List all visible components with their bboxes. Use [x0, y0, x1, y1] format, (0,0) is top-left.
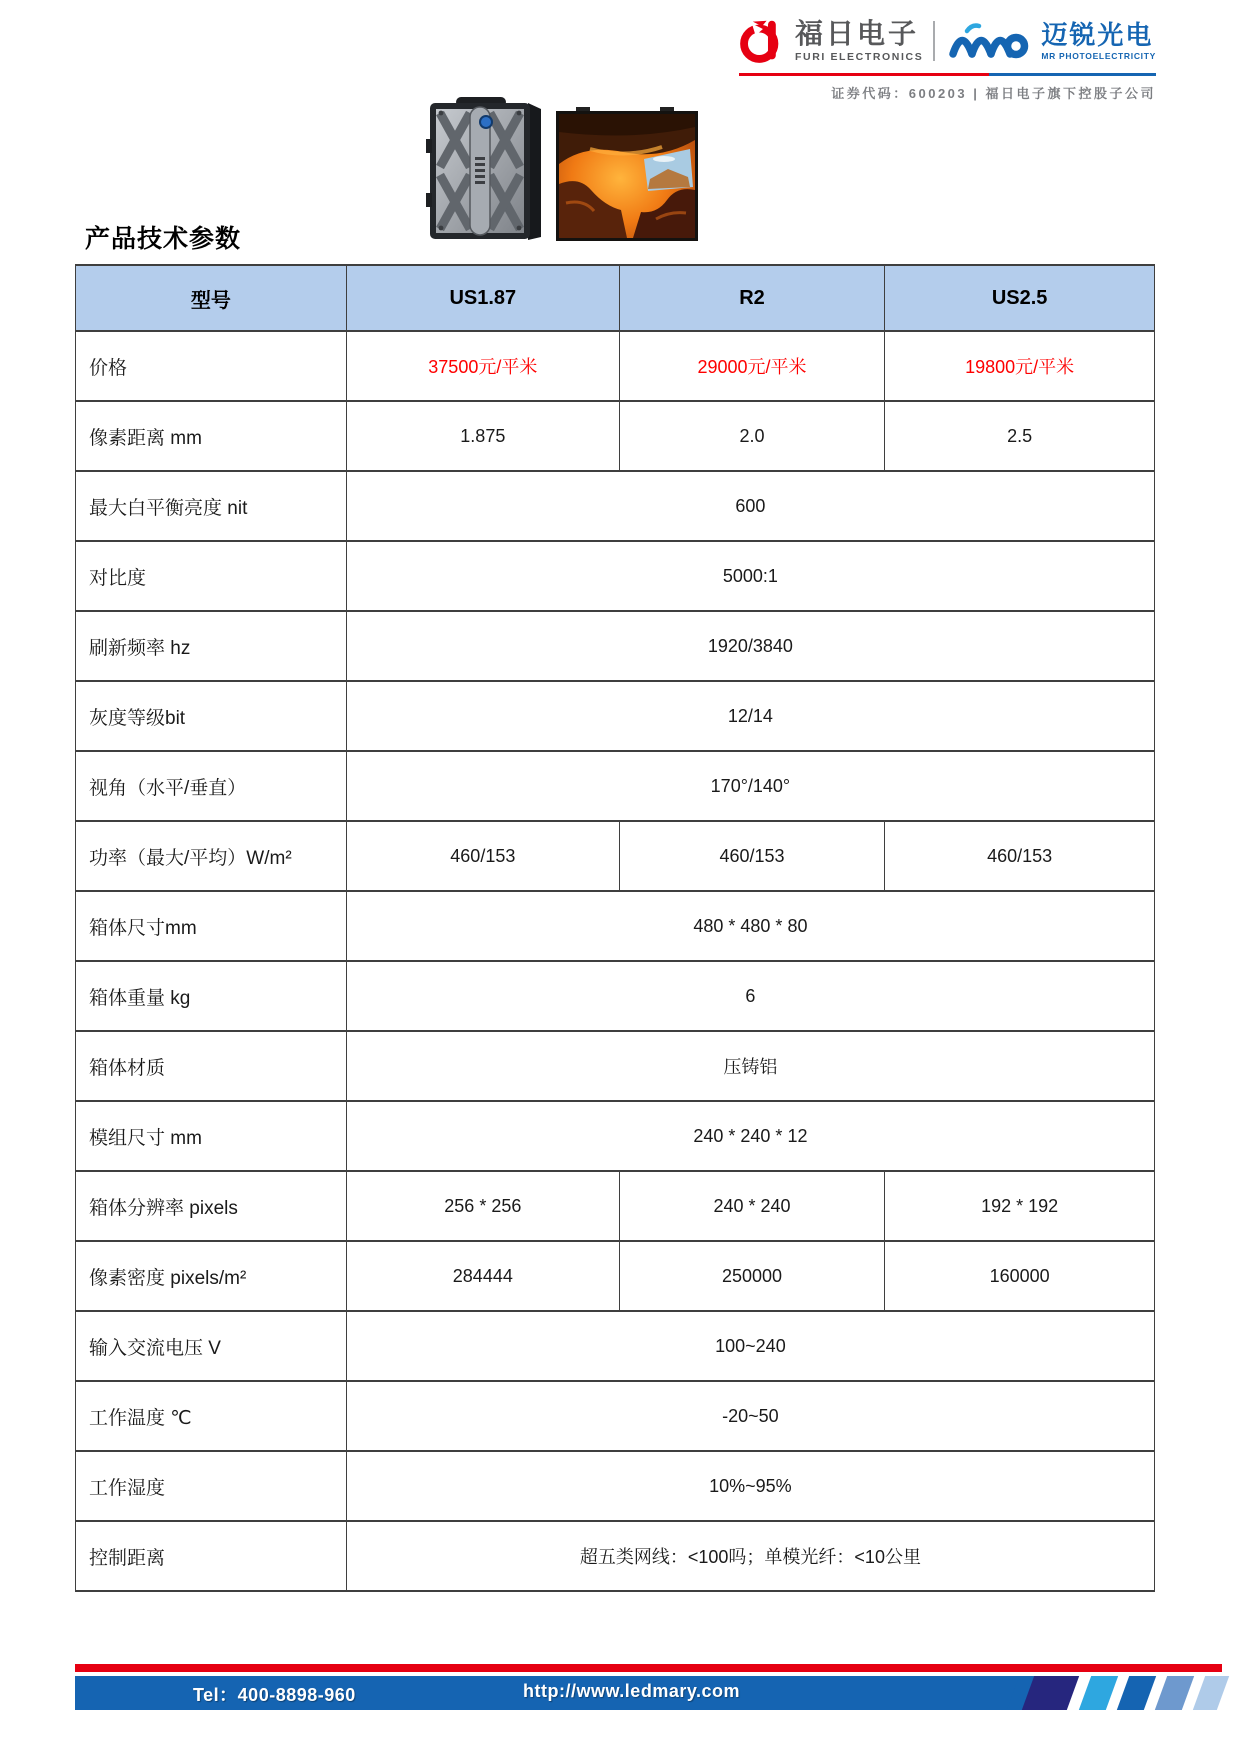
row-merged-value-cell: 170°/140° [346, 751, 1154, 821]
row-value-cell: 192 * 192 [885, 1171, 1155, 1241]
product-images [424, 95, 698, 243]
footer-stripe-sky [1079, 1676, 1118, 1710]
table-row [76, 611, 1155, 681]
row-value-cell: 29000元/平米 [619, 331, 884, 401]
row-label-cell: 工作湿度 [76, 1451, 347, 1521]
led-cabinet-photo [424, 95, 546, 243]
line-red-segment [739, 73, 989, 76]
row-label-cell: 箱体分辨率 pixels [76, 1171, 347, 1241]
row-label-cell: 最大白平衡亮度 nit [76, 471, 347, 541]
row-label-cell: 功率（最大/平均）W/m² [76, 821, 347, 891]
row-label-cell: 对比度 [76, 541, 347, 611]
col-header-us187: US1.87 [346, 265, 619, 331]
row-value-cell: 1.875 [346, 401, 619, 471]
col-header-r2: R2 [619, 265, 884, 331]
footer-stripe-steel [1155, 1676, 1194, 1710]
row-value-cell: 250000 [619, 1241, 884, 1311]
row-merged-value-cell: 压铸铝 [346, 1031, 1154, 1101]
table-header-row [76, 265, 1155, 331]
row-label-cell: 像素密度 pixels/m² [76, 1241, 347, 1311]
row-merged-value-cell: 1920/3840 [346, 611, 1154, 681]
footer-red-bar [75, 1664, 1222, 1672]
row-label-cell: 输入交流电压 V [76, 1311, 347, 1381]
row-value-cell: 460/153 [619, 821, 884, 891]
row-value-cell: 2.0 [619, 401, 884, 471]
row-label-cell: 灰度等级bit [76, 681, 347, 751]
table-row [76, 961, 1155, 1031]
row-label-cell: 工作温度 ℃ [76, 1381, 347, 1451]
table-row [76, 681, 1155, 751]
brand-header [739, 18, 1156, 102]
mr-name-en: MR PHOTOELECTRICITY [1041, 50, 1156, 61]
row-label-cell: 刷新频率 hz [76, 611, 347, 681]
table-row [76, 891, 1155, 961]
furi-name-en: FURI ELECTRONICS [795, 50, 924, 63]
table-row [76, 1241, 1155, 1311]
page-title: 产品技术参数 [85, 225, 242, 253]
table-row [76, 331, 1155, 401]
table-row [76, 541, 1155, 611]
table-row [76, 471, 1155, 541]
table-row [76, 1311, 1155, 1381]
row-label-cell: 控制距离 [76, 1521, 347, 1591]
furi-brand-text [795, 17, 924, 63]
row-value-cell: 256 * 256 [346, 1171, 619, 1241]
furi-name-cn: 福日电子 [795, 17, 920, 49]
row-value-cell: 19800元/平米 [885, 331, 1155, 401]
furi-logo-icon [739, 18, 785, 64]
table-row [76, 1101, 1155, 1171]
brand-divider-line [739, 73, 1156, 76]
row-merged-value-cell: 100~240 [346, 1311, 1154, 1381]
mr-logo-icon [947, 18, 1035, 64]
row-merged-value-cell: -20~50 [346, 1381, 1154, 1451]
row-value-cell: 2.5 [885, 401, 1155, 471]
table-row [76, 401, 1155, 471]
table-row [76, 1031, 1155, 1101]
led-screen-canyon-photo [556, 107, 698, 243]
spec-table-body [76, 331, 1155, 1591]
row-label-cell: 视角（水平/垂直） [76, 751, 347, 821]
row-label-cell: 模组尺寸 mm [76, 1101, 347, 1171]
spec-table [75, 264, 1155, 1592]
row-value-cell: 284444 [346, 1241, 619, 1311]
mr-name-cn: 迈锐光电 [1041, 19, 1154, 50]
col-header-us25: US2.5 [885, 265, 1155, 331]
footer-stripe-blue [1117, 1676, 1156, 1710]
table-row [76, 821, 1155, 891]
row-merged-value-cell: 5000:1 [346, 541, 1154, 611]
row-merged-value-cell: 240 * 240 * 12 [346, 1101, 1154, 1171]
col-header-model: 型号 [76, 265, 347, 331]
row-merged-value-cell: 6 [346, 961, 1154, 1031]
row-merged-value-cell: 超五类网线：<100吗；单模光纤：<10公里 [346, 1521, 1154, 1591]
line-blue-segment [989, 73, 1156, 76]
table-row [76, 1381, 1155, 1451]
footer-stripe-pale [1193, 1676, 1229, 1710]
table-row [76, 1171, 1155, 1241]
table-row [76, 751, 1155, 821]
row-merged-value-cell: 12/14 [346, 681, 1154, 751]
row-label-cell: 箱体重量 kg [76, 961, 347, 1031]
brand-logos-row [739, 18, 1156, 64]
row-label-cell: 箱体材质 [76, 1031, 347, 1101]
row-value-cell: 460/153 [346, 821, 619, 891]
row-label-cell: 箱体尺寸mm [76, 891, 347, 961]
row-value-cell: 460/153 [885, 821, 1155, 891]
mr-brand-text [1041, 19, 1156, 61]
row-value-cell: 240 * 240 [619, 1171, 884, 1241]
row-value-cell: 37500元/平米 [346, 331, 619, 401]
stock-code-caption: 证券代码：600203 | 福日电子旗下控股子公司 [831, 86, 1156, 101]
row-merged-value-cell: 600 [346, 471, 1154, 541]
row-label-cell: 价格 [76, 331, 347, 401]
table-row [76, 1521, 1155, 1591]
row-value-cell: 160000 [885, 1241, 1155, 1311]
page-footer [75, 1664, 1225, 1714]
row-merged-value-cell: 480 * 480 * 80 [346, 891, 1154, 961]
brand-divider [933, 21, 935, 61]
row-label-cell: 像素距离 mm [76, 401, 347, 471]
row-merged-value-cell: 10%~95% [346, 1451, 1154, 1521]
table-row [76, 1451, 1155, 1521]
footer-website-url: http://www.ledmary.com [523, 1681, 741, 1701]
footer-telephone: Tel：400-8898-960 [193, 1685, 356, 1705]
